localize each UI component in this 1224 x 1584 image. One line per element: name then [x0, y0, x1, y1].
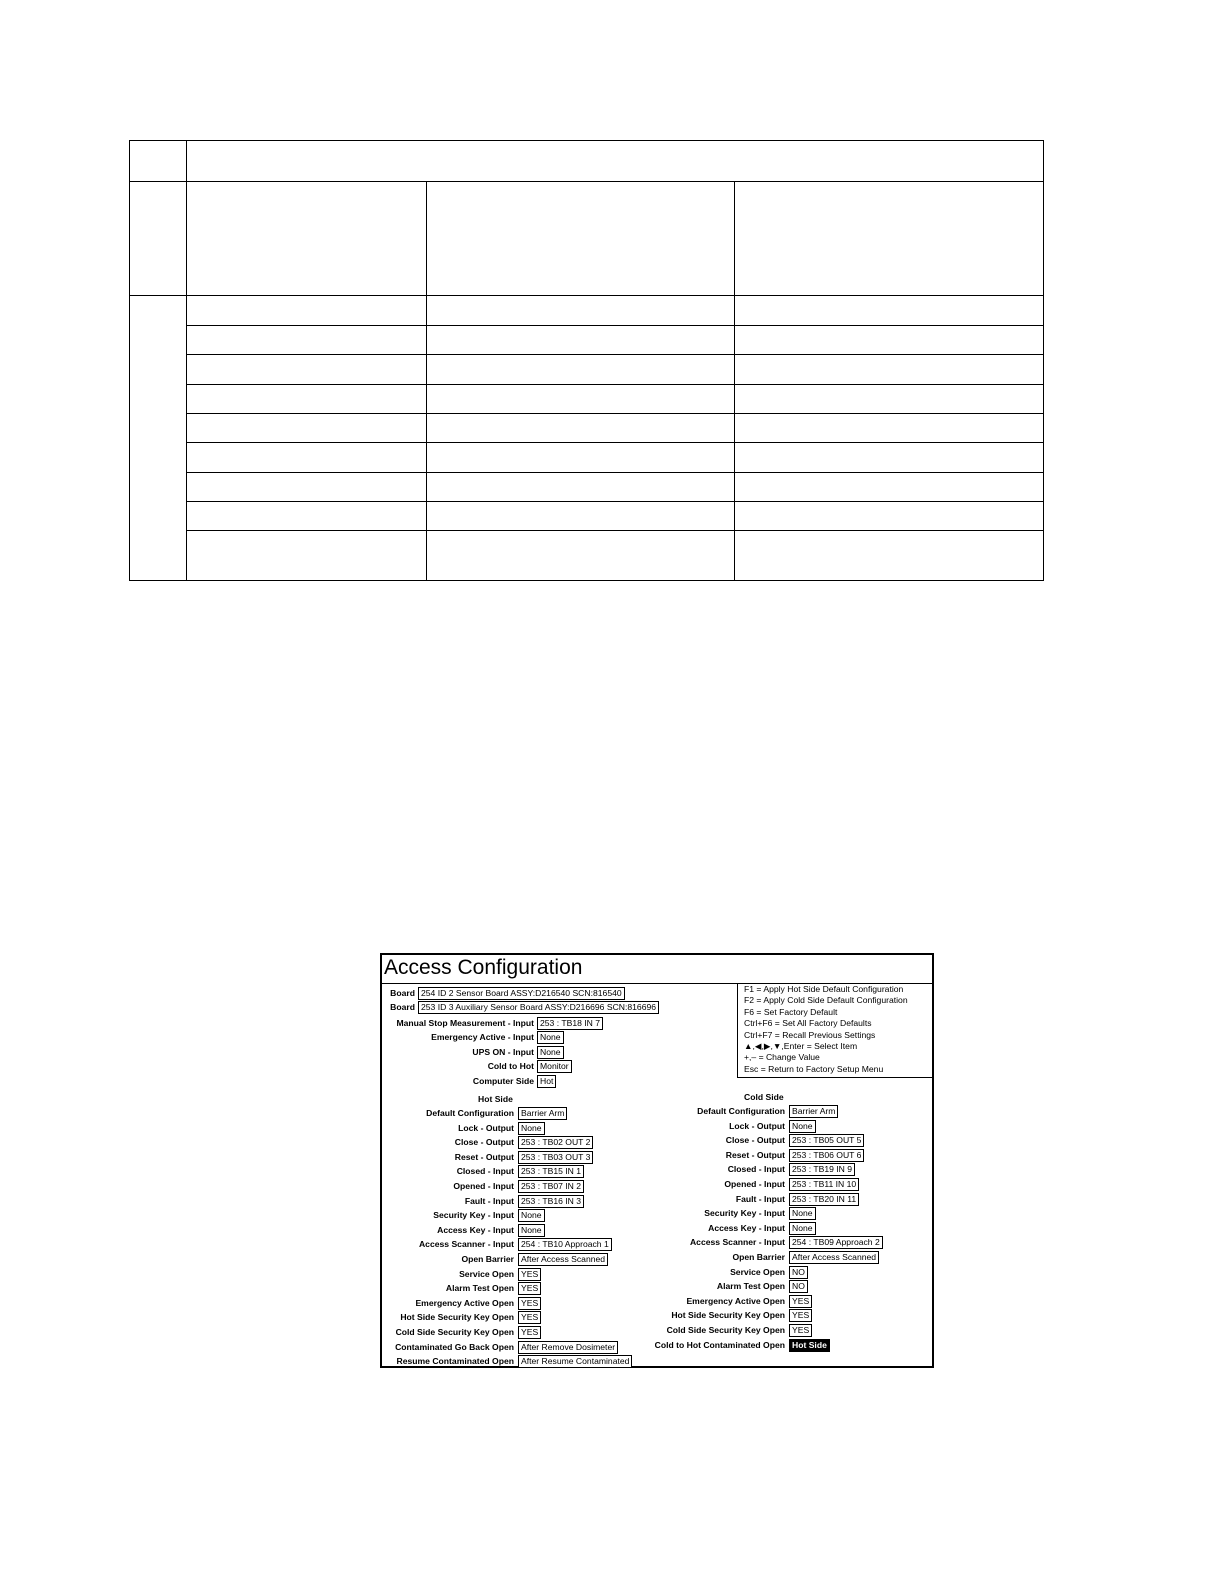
setting-label: Access Key - Input [437, 1224, 514, 1235]
help-line: Ctrl+F7 = Recall Previous Settings [744, 1029, 876, 1040]
general-row-board [382, 987, 737, 1000]
setting-label: Cold to Hot Contaminated Open [654, 1339, 785, 1350]
setting-label: Manual Stop Measurement - Input [396, 1018, 534, 1028]
setting-value-emergency-active-open[interactable]: YES [789, 1295, 812, 1308]
setting-value-cold-side-security-key-open[interactable]: YES [789, 1324, 812, 1337]
setting-label: Reset - Output [725, 1149, 785, 1160]
setting-label: Open Barrier [732, 1252, 785, 1262]
setting-value-closed-input[interactable]: 253 : TB15 IN 1 [518, 1165, 584, 1178]
help-line: F6 = Set Factory Default [744, 1006, 838, 1017]
cold-row-close-output [382, 1134, 932, 1147]
cold-row-opened-input [382, 1178, 932, 1191]
setting-value-default-configuration[interactable]: Barrier Arm [789, 1105, 838, 1118]
setting-label: Fault - Input [464, 1195, 514, 1206]
setting-value-manual-stop-measurement-input[interactable]: 253 : TB18 IN 7 [537, 1017, 603, 1030]
setting-label: Service Open [730, 1266, 785, 1277]
setting-value-opened-input[interactable]: 253 : TB07 IN 2 [518, 1180, 584, 1193]
cold-side-header: Cold Side [744, 1092, 784, 1102]
setting-value-hot-side-security-key-open[interactable]: YES [518, 1311, 541, 1324]
setting-value-cold-side-security-key-open[interactable]: YES [518, 1326, 541, 1339]
setting-value-reset-output[interactable]: 253 : TB03 OUT 3 [518, 1151, 593, 1164]
cold-row-fault-input [382, 1193, 932, 1206]
hot-row-resume-contaminated-open [382, 1355, 932, 1368]
cold-row-open-barrier [382, 1251, 932, 1264]
cold-row-alarm-test-open [382, 1280, 932, 1293]
access-configuration-screen [380, 953, 934, 1368]
cold-row-reset-output [382, 1149, 932, 1162]
setting-label: Cold to Hot [487, 1061, 534, 1071]
setting-value-emergency-active-input[interactable]: None [537, 1031, 564, 1044]
help-line: Esc = Return to Factory Setup Menu [744, 1063, 884, 1074]
setting-value-access-key-input[interactable]: None [518, 1224, 545, 1237]
general-row-ups-on-input [382, 1046, 737, 1059]
setting-value-security-key-input[interactable]: None [789, 1207, 816, 1220]
cold-row-cold-to-hot-contaminated-open [382, 1339, 932, 1352]
setting-label: Service Open [459, 1268, 514, 1279]
cold-row-access-key-input [382, 1222, 932, 1235]
setting-label: Close - Output [454, 1137, 514, 1148]
setting-value-ups-on-input[interactable]: None [537, 1046, 564, 1059]
general-row-emergency-active-input [382, 1031, 737, 1044]
help-line: F2 = Apply Cold Side Default Configuration [744, 995, 908, 1006]
general-row-manual-stop-measurement-input [382, 1017, 737, 1030]
setting-label: Cold Side Security Key Open [395, 1327, 514, 1337]
setting-value-access-key-input[interactable]: None [789, 1222, 816, 1235]
setting-value-reset-output[interactable]: 253 : TB06 OUT 6 [789, 1149, 864, 1162]
setting-label: Reset - Output [454, 1151, 514, 1162]
setting-label: Access Scanner - Input [689, 1237, 785, 1248]
setting-label: Opened - Input [724, 1179, 785, 1189]
setting-value-computer-side[interactable]: Hot [537, 1075, 556, 1088]
setting-value-fault-input[interactable]: 253 : TB20 IN 11 [789, 1193, 859, 1206]
setting-value-cold-to-hot-contaminated-open[interactable]: Hot Side [789, 1339, 830, 1352]
setting-label: Security Key - Input [704, 1208, 785, 1219]
setting-label: Access Scanner - Input [418, 1239, 514, 1250]
general-row-computer-side [382, 1075, 737, 1088]
setting-value-open-barrier[interactable]: After Access Scanned [518, 1253, 608, 1266]
general-row-cold-to-hot [382, 1060, 737, 1073]
setting-value-alarm-test-open[interactable]: YES [518, 1282, 541, 1295]
hot-side-header: Hot Side [478, 1094, 513, 1104]
setting-value-service-open[interactable]: YES [518, 1268, 541, 1281]
cold-row-hot-side-security-key-open [382, 1309, 932, 1322]
setting-label: Emergency Active Open [686, 1295, 785, 1306]
setting-value-access-scanner-input[interactable]: 254 : TB10 Approach 1 [518, 1238, 612, 1251]
setting-value-open-barrier[interactable]: After Access Scanned [789, 1251, 879, 1264]
setting-label: Access Key - Input [708, 1222, 785, 1233]
setting-label: Contaminated Go Back Open [395, 1341, 514, 1352]
empty-table-grid [129, 140, 1044, 581]
setting-value-cold-to-hot[interactable]: Monitor [537, 1060, 572, 1073]
setting-value-closed-input[interactable]: 253 : TB19 IN 9 [789, 1163, 855, 1176]
setting-value-close-output[interactable]: 253 : TB05 OUT 5 [789, 1134, 864, 1147]
setting-value-board[interactable]: 254 ID 2 Sensor Board ASSY:D216540 SCN:816540 [418, 987, 625, 1000]
setting-value-lock-output[interactable]: None [518, 1122, 545, 1135]
setting-label: Close - Output [725, 1135, 785, 1146]
setting-value-security-key-input[interactable]: None [518, 1209, 545, 1222]
setting-value-service-open[interactable]: NO [789, 1266, 808, 1279]
help-line: F1 = Apply Hot Side Default Configuration [744, 984, 904, 994]
setting-label: Lock - Output [458, 1122, 514, 1133]
cold-row-closed-input [382, 1163, 932, 1176]
setting-label: Opened - Input [453, 1181, 514, 1191]
setting-value-default-configuration[interactable]: Barrier Arm [518, 1107, 567, 1120]
general-row-board [382, 1001, 737, 1014]
setting-label: Closed - Input [727, 1164, 785, 1175]
cold-row-access-scanner-input [382, 1236, 932, 1249]
cold-row-lock-output [382, 1120, 932, 1133]
setting-value-lock-output[interactable]: None [789, 1120, 816, 1133]
setting-label: Fault - Input [735, 1193, 785, 1204]
help-line: +,– = Change Value [744, 1052, 820, 1063]
setting-label: Open Barrier [461, 1254, 514, 1264]
setting-label: Cold Side Security Key Open [666, 1325, 785, 1335]
cold-row-security-key-input [382, 1207, 932, 1220]
setting-value-contaminated-go-back-open[interactable]: After Remove Dosimeter [518, 1341, 618, 1354]
help-line: ▲,◀,▶,▼,Enter = Select Item [744, 1041, 858, 1052]
setting-label: Alarm Test Open [716, 1281, 785, 1292]
setting-label: Security Key - Input [433, 1210, 514, 1221]
cold-row-service-open [382, 1266, 932, 1279]
screen-title: Access Configuration [384, 956, 583, 979]
setting-value-hot-side-security-key-open[interactable]: YES [789, 1309, 812, 1322]
setting-value-fault-input[interactable]: 253 : TB16 IN 3 [518, 1195, 584, 1208]
cold-row-cold-side-security-key-open [382, 1324, 932, 1337]
setting-value-access-scanner-input[interactable]: 254 : TB09 Approach 2 [789, 1236, 883, 1249]
setting-label: Default Configuration [697, 1106, 785, 1116]
setting-label: Board [390, 1002, 415, 1012]
setting-label: Resume Contaminated Open [396, 1356, 514, 1367]
help-line: Ctrl+F6 = Set All Factory Defaults [744, 1018, 872, 1029]
setting-value-alarm-test-open[interactable]: NO [789, 1280, 808, 1293]
setting-value-board[interactable]: 253 ID 3 Auxiliary Sensor Board ASSY:D216696 SCN:816696 [418, 1001, 659, 1014]
setting-label: Board [390, 988, 415, 998]
setting-label: Emergency Active Open [415, 1297, 514, 1308]
cold-row-default-configuration [382, 1105, 932, 1118]
setting-value-close-output[interactable]: 253 : TB02 OUT 2 [518, 1136, 593, 1149]
setting-label: Hot Side Security Key Open [400, 1312, 514, 1323]
setting-label: Closed - Input [456, 1166, 514, 1177]
setting-label: Computer Side [472, 1076, 534, 1086]
setting-value-emergency-active-open[interactable]: YES [518, 1297, 541, 1310]
setting-label: Hot Side Security Key Open [671, 1310, 785, 1321]
setting-label: Lock - Output [729, 1120, 785, 1131]
setting-label: Default Configuration [426, 1108, 514, 1118]
setting-value-resume-contaminated-open[interactable]: After Resume Contaminated [518, 1355, 632, 1368]
setting-value-opened-input[interactable]: 253 : TB11 IN 10 [789, 1178, 859, 1191]
setting-label: UPS ON - Input [472, 1047, 534, 1057]
setting-label: Alarm Test Open [445, 1283, 514, 1294]
cold-row-emergency-active-open [382, 1295, 932, 1308]
help-panel [737, 983, 932, 1078]
setting-label: Emergency Active - Input [431, 1032, 534, 1042]
